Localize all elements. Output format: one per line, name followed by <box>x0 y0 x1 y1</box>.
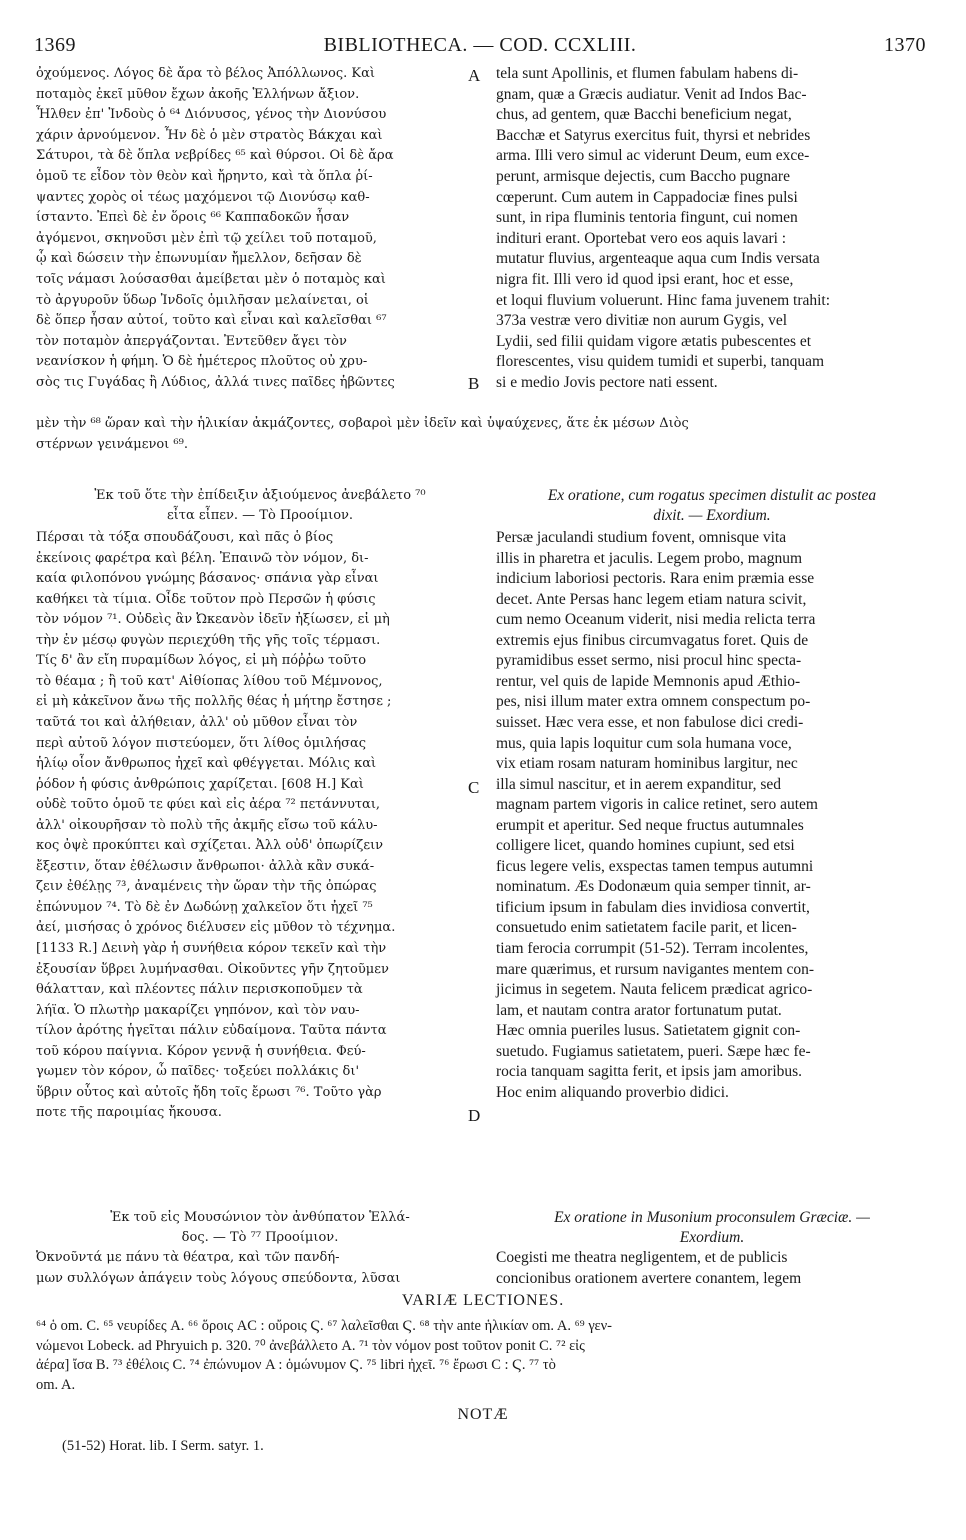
variae-lectiones-title: VARIÆ LECTIONES. <box>401 1292 565 1309</box>
greek-text-line: τίλον ἀρότης ἡγεῖται πάλιν εὐδαίμονα. Ταῦτα πάντα <box>36 1023 387 1039</box>
latin-text-line: mare quærimus, et rursum navigantes mentem con- <box>496 960 815 978</box>
page-number-left: 1369 <box>34 34 76 56</box>
greek-text-line: κος ὀψὲ προκύπτει καὶ σχίζεται. Ἀλλ οὐδ' ὀπωρίζειν <box>36 838 384 854</box>
latin-text-line: erumpit et aperitur. Sed neque fructus autumnales <box>496 816 804 834</box>
latin-text-line: si e medio Jovis pectore nati essent. <box>496 374 718 391</box>
latin-text-line: concionibus orationem avertere conantem, legem <box>496 1269 802 1287</box>
latin-text-line: Persæ jaculandi studium fovent, omnisque vita <box>496 529 787 546</box>
greek-text-line: τὸ θέαμα ; ἢ τοῦ κατ' Αἰθίοπας λίθου τοῦ Μέμνονος, <box>36 673 383 689</box>
greek-text-line: ἐπώνυμον ⁷⁴. Τὸ δὲ ἐν Δωδώνῃ χαλκεῖον ὅτι ἠχεῖ ⁷⁵ <box>36 899 373 915</box>
latin-text-line: perunt, armisque dejectis, cum Baccho pugnare <box>496 168 790 185</box>
variant-reading-line: ⁶⁴ ὁ om. C. ⁶⁵ νευρίδες A. ⁶⁶ ὅροις AC : οὔροις Ϛ. ⁶⁷ λαλεῖσθαι Ϛ. ⁶⁸ τὴν ante ἡλικίαν om. A. ⁶⁹ γεν- <box>36 1318 612 1334</box>
latin-text-line: indituri erant. Oportebat vero eos aquis lavari : <box>496 229 787 247</box>
latin-text-line: illa simul nascitur, et in aerem expanditur, sed <box>496 775 781 793</box>
latin-text-line: mutatur fluvius, argenteaque aqua cum Indis versata <box>496 250 820 268</box>
variant-reading-line: νώμενοι Lobeck. ad Phryuich p. 320. ⁷⁰ ἀνεβάλλετο A. ⁷¹ τὸν νόμον post τοῦτον ponit C. ⁷² εἰς <box>36 1337 585 1354</box>
latin-text-line: 373a vestræ vero divitiæ non aurum Gygis, vel <box>496 312 788 330</box>
latin-text-line: extremis ejus finibus circumvagatus foret. Quis de <box>496 631 809 649</box>
greek-text-line: ῥόδον ἡ φύσις ἀνθρώποις χαρίζεται. [608 H.] Καὶ <box>36 776 364 792</box>
greek-text-line: ταῦτά τοι καὶ ἀλήθειαν, ἀλλ' οὐ μῦθον εἶναι τὸν <box>36 714 358 730</box>
greek-text-line: Σάτυροι, τὰ δὲ ὅπλα νεβρίδες ⁶⁵ καὶ θύρσοι. Οἱ δὲ ἄρα <box>36 148 394 164</box>
latin-section-heading: Exordium. <box>679 1229 745 1246</box>
greek-text-line: θάλατταν, καὶ πλέοντες πάλιν περισκοποῦμεν τὰ <box>36 982 363 998</box>
margin-marker-a: A <box>468 66 481 85</box>
latin-section-heading: Ex oratione in Musonium proconsulem Græciæ. — <box>554 1209 870 1226</box>
latin-text-line: colligere licet, quando homines cupiunt, sed etsi <box>496 837 795 855</box>
latin-text-line: consuetudo enim satietatem facile parit, et licen- <box>496 919 797 937</box>
latin-text-line: cœperunt. Cum autem in Cappadociæ fines pulsi <box>496 188 798 206</box>
greek-text-line: Ὀκνοῦντά με πάνυ τὰ θέατρα, καὶ τῶν πανδή- <box>36 1250 340 1265</box>
latin-text-line: pyramidibus esset sermo, nisi procul hinc specta- <box>496 652 802 670</box>
greek-text-line: ᾧ καὶ δώσειν τὴν ἐπωνυμίαν ἤμελλον, δεῆσαν δὲ <box>36 251 362 267</box>
greek-text-line: ἀεί, μισήσας ὁ χρόνος διέλυσεν εἰς μῦθον τὸ τέχνημα. <box>36 920 396 936</box>
greek-section-heading: εἶτα εἶπεν. — Τὸ Προοίμιον. <box>166 508 354 523</box>
latin-text-line: illis in pharetra et jaculis. Legem probo, magnum <box>496 549 803 567</box>
latin-text-line: Bacchæ et Satyrus exercitus fuit, thyrsi et nebrides <box>496 126 811 144</box>
greek-text-line: καία φιλοπόνου γνώμης βάσανος· σπάνια γὰρ εἶναι <box>36 571 379 587</box>
greek-text-line: ποταμὸς ἐκεῖ μῦθον ἔχων ἀκοῆς Ἑλλήνων ἄξιον. <box>36 86 360 102</box>
greek-text-line: ἐξουσίαν ὕβρει λυμήνασθαι. Οἰκοῦντες γῆν ζητοῦμεν <box>36 961 389 977</box>
latin-text-line: indicium laboriosi pectoris. Rara enim præmia esse <box>496 570 815 588</box>
latin-text-line: arma. Illi vero simul ac viderunt Deum, eum exce- <box>496 147 810 165</box>
greek-text-line: καθήκει τὰ τίμια. Οἶδε τοῦτον πρὸ Περσῶν ἡ φύσις <box>36 591 376 607</box>
margin-marker-d: D <box>468 1106 481 1125</box>
margin-marker-c: C <box>468 778 480 797</box>
greek-text-line: τὸ ἀργυροῦν ὕδωρ Ἰνδοῖς ὁμιλῆσαν μελαίνεται, οἱ <box>36 292 369 308</box>
greek-section-heading: Ἐκ τοῦ εἰς Μουσώνιον τὸν ἀνθύπατον Ἑλλά- <box>110 1210 410 1225</box>
greek-text-line: ὀχούμενος. Λόγος δὲ ἄρα τὸ βέλος Ἀπόλλωνος. Καὶ <box>36 66 375 81</box>
greek-text-line: χάριν ἀρνούμενον. Ἦν δὲ ὁ μὲν στρατὸς Βάκχαι καὶ <box>36 127 383 143</box>
greek-text-line-wide: στέρνων γεινάμενοι ⁶⁹. <box>36 436 188 452</box>
greek-text-line: μων συλλόγων ἀπάγειν τοὺς λόγους σπεύδοντα, λῦσαι <box>36 1270 401 1286</box>
latin-text-line: pes, nisi illum mater extra omnem conspectum po- <box>496 693 811 711</box>
latin-text-line: nigra fit. Illi vero id quod ipsi erant, hoc et esse, <box>496 271 794 288</box>
greek-text-line: σὸς τις Γυγάδας ἢ Λύδιος, ἀλλά τινες παῖδες ἡβῶντες <box>36 375 395 390</box>
latin-text-line: Coegisti me theatra negligentem, et de publicis <box>496 1249 788 1266</box>
greek-text-line: περὶ αὐτοῦ λόγον πιστεύομεν, ὅτι λίθος ὁμιλήσας <box>36 735 367 751</box>
variant-reading-line: om. A. <box>36 1376 76 1393</box>
latin-text-line: vix etiam rosam naturam hominibus largitur, nec <box>496 755 798 773</box>
latin-text-line: rentur, vel quis de lapide Memnonis apud Æthio- <box>496 672 801 690</box>
latin-section-heading: Ex oratione, cum rogatus specimen distulit ac postea <box>547 487 877 504</box>
greek-text-line: ζειν ἐθέλῃς ⁷³, ἀναμένεις τὴν ὥραν τὴν τῆς ὀπώρας <box>36 879 377 895</box>
latin-text-line: suisset. Hæc vera esse, et non fabulose dici credi- <box>496 713 804 731</box>
latin-text-line: jicimus in segetem. Nauta felicem prædicat agrico- <box>496 981 813 999</box>
latin-text-line: chus, ad gentem, quæ Bacchi beneficium negat, <box>496 106 792 124</box>
latin-text-line: et loqui fluvium voluerunt. Hinc fama juvenem trahit: <box>496 291 831 309</box>
latin-text-line: magnam partem vigoris in calice retinet, sero autem <box>496 796 818 814</box>
greek-text-line: τοῦ κόρου παίγνια. Κόρον γεννᾷ ἡ συνήθεια. Φεύ- <box>36 1043 366 1059</box>
greek-text-line: τὸν νόμον ⁷¹. Οὐδεὶς ἂν Ὠκεανὸν ἰδεῖν ἠξίωσεν, εἰ μὴ <box>36 612 390 628</box>
notae-title: NOTÆ <box>457 1406 509 1423</box>
latin-text-line: tela sunt Apollinis, et flumen fabulam habens di- <box>496 65 799 82</box>
page-number-right: 1370 <box>884 34 926 56</box>
page-header <box>34 34 926 64</box>
greek-text-line: Τίς δ' ἂν εἴη πυραμίδων λόγος, εἰ μὴ πόῤῥω τοῦτο <box>36 653 367 669</box>
greek-text-line: ἀλλ' οἰκουρῆσαν τὸ πολὺ τῆς ἀκμῆς εἴσω τοῦ κάλυ- <box>36 817 378 833</box>
greek-text-line: ἡλίῳ οἷον ἄνθρωπος ἠχεῖ καὶ φθέγγεται. Μόλις καὶ <box>36 756 377 772</box>
greek-text-line: ὁμοῦ τε εἶδον τὸν θεὸν καὶ ἤρηντο, καὶ τὰ ὅπλα ῥί- <box>36 169 373 184</box>
latin-text-line: Hæc omnia pueriles lusus. Satietatem gignit con- <box>496 1022 801 1040</box>
variant-reading-line: ἀέρα] ἴσα B. ⁷³ ἐθέλοις C. ⁷⁴ ἐπώνυμον A : ὁμώνυμον Ϛ. ⁷⁵ libri ἠχεῖ. ⁷⁶ ἔρωσι C : Ϛ. ⁷⁷ τὸ <box>36 1357 556 1373</box>
greek-text-line: Πέρσαι τὰ τόξα σπουδάζουσι, καὶ πᾶς ὁ βίος <box>36 530 334 545</box>
greek-text-line: δὲ ὅπερ ἦσαν αὐτοί, τοῦτο καὶ εἶναι καὶ καλεῖσθαι ⁶⁷ <box>36 313 387 329</box>
note-reference: (51-52) Horat. lib. I Serm. satyr. 1. <box>62 1438 264 1454</box>
latin-text-line: nominatum. Æs Dodonæum quia semper tinnit, ar- <box>496 878 811 896</box>
greek-text-line-wide: μὲν τὴν ⁶⁸ ὥραν καὶ τὴν ἡλικίαν ἀκμάζοντες, σοβαροὶ μὲν ἰδεῖν καὶ ὑψαύχενες, ἅτε ἐκ μέσων Διὸς <box>36 416 689 431</box>
greek-text-line: ίσταντο. Ἐπεὶ δὲ ἐν ὅροις ⁶⁶ Καππαδοκῶν ἦσαν <box>36 210 350 226</box>
latin-text-line: lam, et nautam contra arator fortunatum putat. <box>496 1001 782 1019</box>
latin-text-line: mus, quia lapis loquitur cum sola humana voce, <box>496 734 792 752</box>
latin-section-heading: dixit. — Exordium. <box>653 507 771 524</box>
latin-text-line: Lydii, sed filii quidam vigore ætatis pubescentes et <box>496 332 812 350</box>
latin-text-line: Hoc enim aliquando proverbio didici. <box>496 1083 729 1101</box>
greek-text-line: ψαντες χορὸς οἱ τέως μαχόμενοι τῷ Διονύσῳ καθ- <box>36 189 370 205</box>
latin-text-line: ficus legere velis, exspectas tamen tempus autumni <box>496 857 814 875</box>
latin-text-line: florescentes, visu quidem tumidi et superbi, tanquam <box>496 353 825 371</box>
latin-text-line: sunt, in ripa fluminis tentoria fingunt, cui nomen <box>496 209 798 227</box>
greek-section-heading: Ἐκ τοῦ ὅτε τὴν ἐπίδειξιν ἀξιούμενος ἀνεβάλετο ⁷⁰ <box>94 488 426 503</box>
greek-text-line: τοῖς νάμασι λούσασθαι ἀμείβεται μὲν ὁ ποταμὸς καὶ <box>36 272 386 287</box>
greek-text-line: ὕβριν οὗτος καὶ αὐτοῖς ἤδη τοῖς ἔρωσι ⁷⁶. Τοῦτο γὰρ <box>36 1084 382 1100</box>
latin-text-line: rocia tanquam sagitta ferit, et ipsis jam amoribus. <box>496 1063 803 1081</box>
greek-text-line: τὴν ἐν μέσῳ φυγὼν περιεχύθη τῆς γῆς τοῖς τέρμασι. <box>36 632 381 648</box>
greek-text-line: ἐκείνοις φαρέτρα καὶ βέλη. Ἐπαινῶ τὸν νόμον, δι- <box>36 550 369 566</box>
greek-text-line: ἀγόμενοι, σκηνοῦσι μὲν ἐπὶ τῷ χείλει τοῦ ποταμοῦ, <box>36 230 377 246</box>
latin-text-line: gnam, quæ a Græcis audiatur. Venit ad Indos Bac- <box>496 85 807 103</box>
greek-section-heading: δος. — Τὸ ⁷⁷ Προοίμιον. <box>181 1230 339 1245</box>
greek-text-line: ποτε τῆς παροιμίας ἤκουσα. <box>36 1105 222 1121</box>
margin-marker-b: B <box>468 374 480 393</box>
running-title: BIBLIOTHECA. — COD. CCXLIII. <box>323 34 637 56</box>
greek-text-line: γωμεν τὸν κόρον, ὦ παῖδες· τοξεύει πολλάκις δι' <box>36 1064 360 1080</box>
latin-text-line: tificium ipsum in fabulam dies invidiosa convertit, <box>496 898 810 916</box>
latin-text-line: suetudo. Fugiamus satietatem, pueri. Sæpe hæc fe- <box>496 1042 811 1060</box>
greek-text-line: νεανίσκον ἡ φήμη. Ὁ δὲ ἡμέτερος πλοῦτος οὐ χρυ- <box>36 354 368 370</box>
latin-text-line: decet. Ante Persas hanc legem etiam natura scivit, <box>496 590 807 608</box>
greek-text-line: λήϊα. Ὁ πλωτὴρ μακαρίζει γηπόνον, καὶ τὸν ναυ- <box>36 1002 360 1018</box>
greek-text-line: ἔξεστιν, ὅταν ἐθέλωσιν ἄνθρωποι· ἀλλὰ κἂν συκά- <box>36 858 375 874</box>
greek-text-line: εἰ μὴ κἀκεῖνον ἄνω τῆς πολλῆς θέας ἡ μήτηρ ἔστησε ; <box>36 694 392 710</box>
greek-text-line: Ἦλθεν ἐπ' Ἰνδοὺς ὁ ⁶⁴ Διόνυσος, γένος τὴν Διονύσου <box>36 107 387 123</box>
latin-text-line: tiam ferocia corrumpit (51-52). Terram incolentes, <box>496 940 809 957</box>
latin-text-line: cum nemo Oceanum viderit, nisi media relicta terra <box>496 611 816 629</box>
greek-text-line: οὐδὲ τοῦτο ὁμοῦ τε φύει καὶ εἰς ἀέρα ⁷² πετάννυται, <box>36 797 381 813</box>
greek-text-line: τὸν ποταμὸν ἀπεργάζονται. Ἐντεῦθεν ἄγει τὸν <box>36 333 347 349</box>
greek-text-line: [1133 R.] Δεινὴ γὰρ ἡ συνήθεια κόρον τεκεῖν καὶ τὴν <box>36 941 387 956</box>
